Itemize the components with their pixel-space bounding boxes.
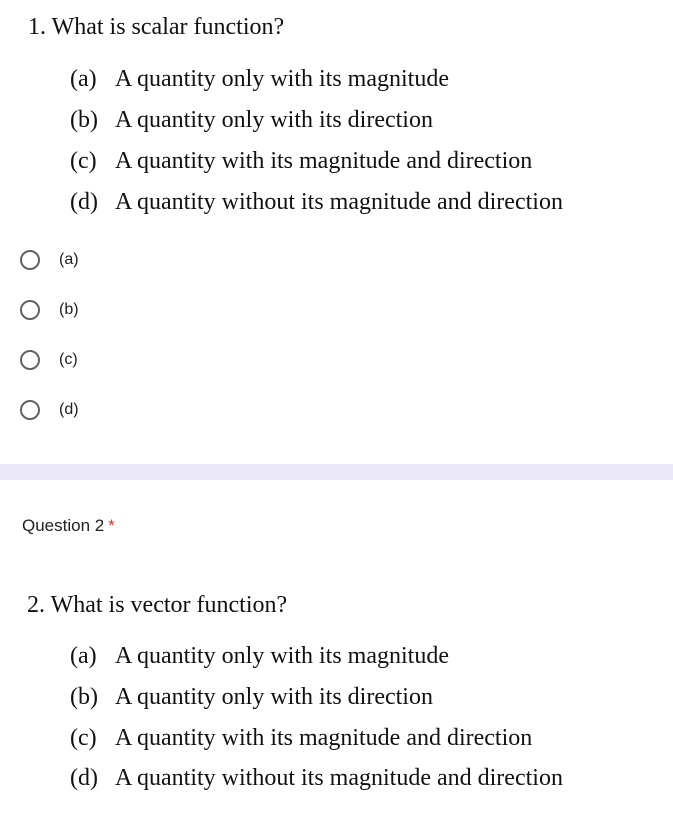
radio-label: (d) [59,401,79,418]
radio-option-d[interactable] [20,395,79,425]
radio-label: (c) [59,351,78,368]
radio-button[interactable] [20,250,40,270]
choice-label: (a) [70,66,97,92]
radio-button[interactable] [20,400,40,420]
choice-label: (d) [70,189,98,215]
choice-text: A quantity without its magnitude and direction [115,189,563,215]
choice-label: (c) [70,725,97,751]
radio-button[interactable] [20,300,40,320]
choice-text: A quantity without its magnitude and direction [115,765,563,791]
choice-text: A quantity only with its magnitude [115,643,449,669]
radio-label: (a) [59,251,79,268]
choice-text: A quantity only with its direction [115,684,433,710]
question-1-stem: 1. What is scalar function? [28,14,285,40]
question-1-choice-c [70,148,532,175]
question-2-choice-c [70,725,532,752]
section-divider [0,464,673,480]
radio-option-c[interactable] [20,345,78,375]
radio-button[interactable] [20,350,40,370]
question-2-image [0,580,673,815]
question-2-title [22,516,115,536]
question-title-text: Question 2 [22,516,105,535]
choice-label: (b) [70,107,98,133]
choice-label: (d) [70,765,98,791]
question-2-choice-d [70,765,563,792]
choice-label: (b) [70,684,98,710]
question-1-image [0,0,673,235]
question-1-choice-a [70,66,449,93]
choice-label: (a) [70,643,97,669]
choice-text: A quantity only with its magnitude [115,66,449,92]
question-2-choice-b [70,684,433,711]
question-2-choice-a [70,643,449,670]
question-1-choice-b [70,107,433,134]
radio-option-a[interactable] [20,245,79,275]
question-2-stem: 2. What is vector function? [27,592,288,618]
radio-label: (b) [59,301,79,318]
choice-text: A quantity only with its direction [115,107,433,133]
radio-option-b[interactable] [20,295,79,325]
question-1-choice-d [70,189,563,216]
choice-text: A quantity with its magnitude and direction [115,725,533,751]
choice-text: A quantity with its magnitude and direction [115,148,533,174]
required-asterisk: * [108,516,115,535]
choice-label: (c) [70,148,97,174]
